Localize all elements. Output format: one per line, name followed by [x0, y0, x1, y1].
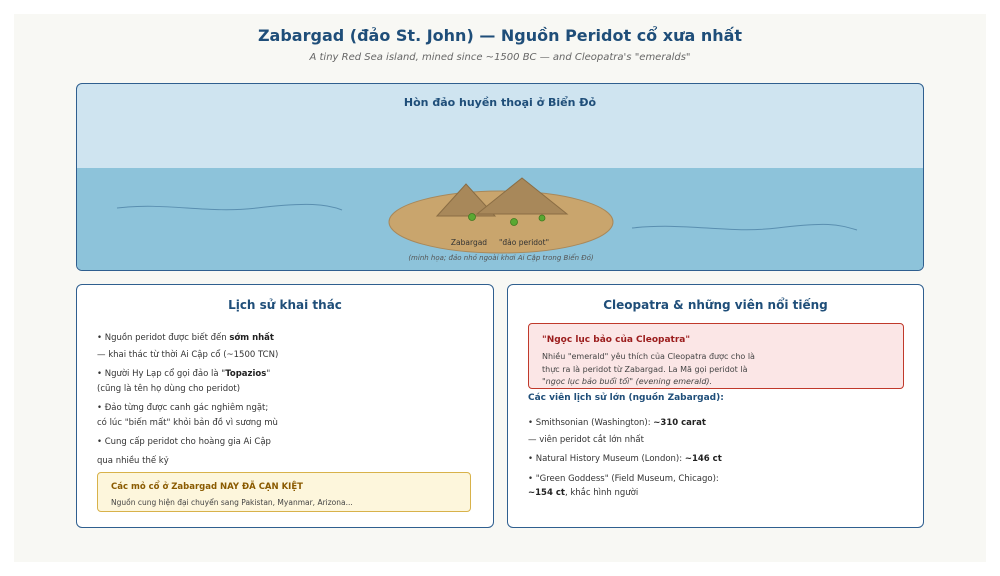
- island-panel-title: Hòn đảo huyền thoại ở Biển Đỏ: [403, 96, 597, 109]
- history-line: • Cung cấp peridot cho hoàng gia Ai Cập: [97, 437, 271, 447]
- history-line: — khai thác từ thời Ai Cập cổ (~1500 TCN): [97, 350, 279, 360]
- page-title: Zabargad (đảo St. John) — Nguồn Peridot cổ xưa nhất: [257, 26, 743, 45]
- quote-line: "ngọc lục bảo buổi tối" (evening emerald).: [542, 377, 713, 386]
- history-line: • Đảo từng được canh gác nghiêm ngặt;: [97, 403, 269, 413]
- cleopatra-title: Cleopatra & những viên nổi tiếng: [603, 298, 828, 312]
- history-line: • Nguồn peridot được biết đến sớm nhất: [97, 333, 274, 343]
- cleopatra-panel: [507, 284, 924, 528]
- depleted-note-title: Các mỏ cổ ở Zabargad NAY ĐÃ CẠN KIỆT: [111, 482, 303, 492]
- island-illustration-panel: [76, 83, 924, 271]
- island-nickname: "đảo peridot": [498, 238, 550, 247]
- history-line: có lúc "biến mất" khỏi bản đồ vì sương mù: [97, 418, 278, 428]
- history-title: Lịch sử khai thác: [228, 298, 342, 312]
- island-illustration: [77, 84, 924, 271]
- page-subtitle: A tiny Red Sea island, mined since ~1500 BC — and Cleopatra's "emeralds": [309, 52, 691, 63]
- history-line: (cũng là tên họ dùng cho peridot): [97, 384, 241, 394]
- depleted-note: [97, 472, 471, 512]
- peridot-dot: [469, 214, 476, 221]
- depleted-note-text: Nguồn cung hiện đại chuyển sang Pakistan, Myanmar, Arizona...: [111, 498, 353, 507]
- quote-line: thực ra là peridot từ Zabargad. La Mã gọi peridot là: [542, 365, 748, 374]
- history-line: • Người Hy Lạp cổ gọi đảo là "Topazios": [97, 369, 271, 379]
- history-line: qua nhiều thế kỷ: [97, 456, 169, 466]
- quote-title: "Ngọc lục bảo của Cleopatra": [542, 335, 691, 345]
- famous-stone-line: • Natural History Museum (London): ~146 ct: [528, 454, 722, 464]
- famous-stones-heading: Các viên lịch sử lớn (nguồn Zabargad):: [528, 393, 724, 403]
- history-panel: [76, 284, 494, 528]
- quote-line: Nhiều "emerald" yêu thích của Cleopatra được cho là: [542, 352, 755, 361]
- cleopatra-quote-box: [528, 323, 904, 389]
- famous-stone-line: — viên peridot cắt lớn nhất: [528, 435, 644, 445]
- famous-stone-line: ~154 ct, khắc hình người: [528, 488, 639, 498]
- illustration-caption: (minh họa; đảo nhỏ ngoài khơi Ai Cập trong Biển Đỏ): [408, 254, 594, 262]
- famous-stone-line: • Smithsonian (Washington): ~310 carat: [528, 418, 706, 428]
- famous-stone-line: • "Green Goddess" (Field Museum, Chicago):: [528, 474, 719, 484]
- island-label: Zabargad: [450, 238, 488, 247]
- peridot-dot: [511, 219, 518, 226]
- peridot-dot: [539, 215, 545, 221]
